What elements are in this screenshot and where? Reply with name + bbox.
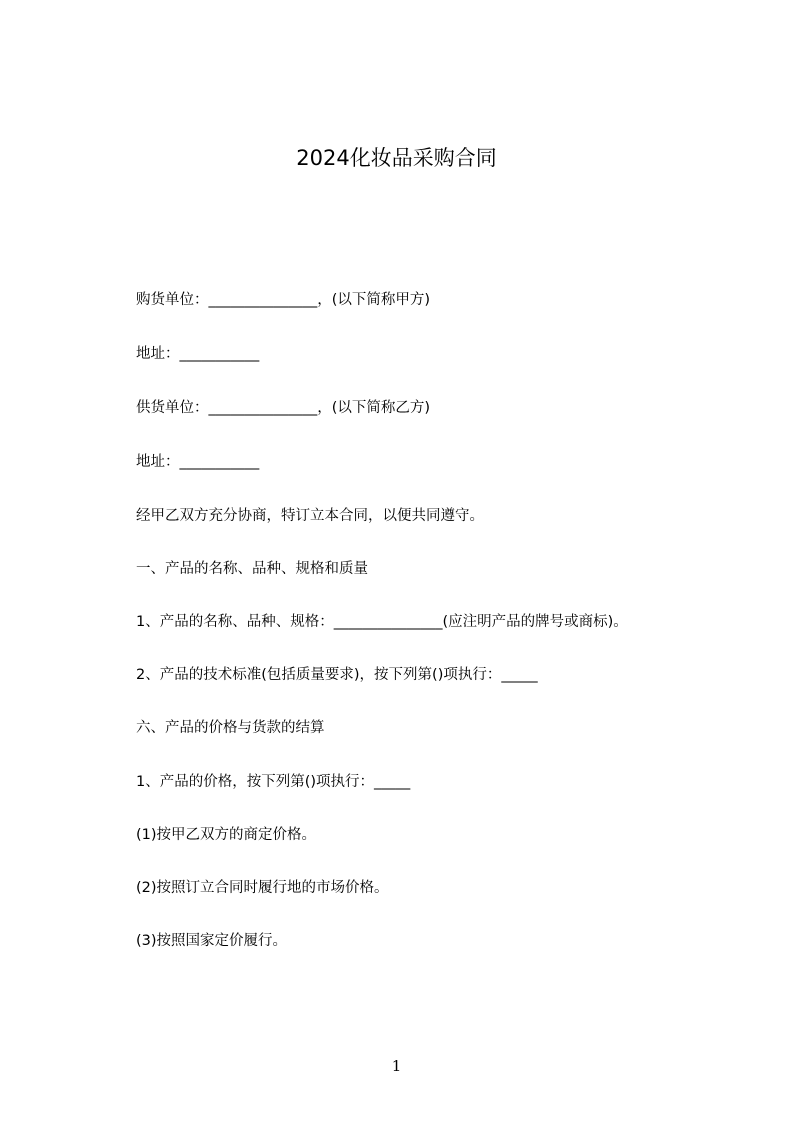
- supplier-line: 供货单位：_______________，(以下简称乙方): [136, 400, 431, 416]
- section-heading-product: 一、产品的名称、品种、规格和质量: [136, 561, 368, 577]
- section-heading-price: 六、产品的价格与货款的结算: [136, 720, 325, 736]
- clause-product-name: 1、产品的名称、品种、规格：_______________(应注明产品的牌号或商标)。: [136, 614, 628, 630]
- price-option-3: (3)按照国家定价履行。: [136, 933, 288, 949]
- supplier-address-line: 地址：___________: [136, 454, 260, 470]
- page-number: 1: [391, 1057, 402, 1075]
- clause-technical-standard: 2、产品的技术标准(包括质量要求)，按下列第()项执行：_____: [136, 667, 538, 683]
- price-option-1: (1)按甲乙双方的商定价格。: [136, 827, 317, 843]
- price-option-2: (2)按照订立合同时履行地的市场价格。: [136, 880, 389, 896]
- document-title: 2024化妆品采购合同: [296, 146, 497, 170]
- buyer-line: 购货单位：_______________，(以下简称甲方): [136, 292, 431, 308]
- preamble-paragraph: 经甲乙双方充分协商，特订立本合同，以便共同遵守。: [136, 508, 484, 524]
- buyer-address-line: 地址：___________: [136, 346, 260, 362]
- clause-product-price: 1、产品的价格，按下列第()项执行：_____: [136, 774, 411, 790]
